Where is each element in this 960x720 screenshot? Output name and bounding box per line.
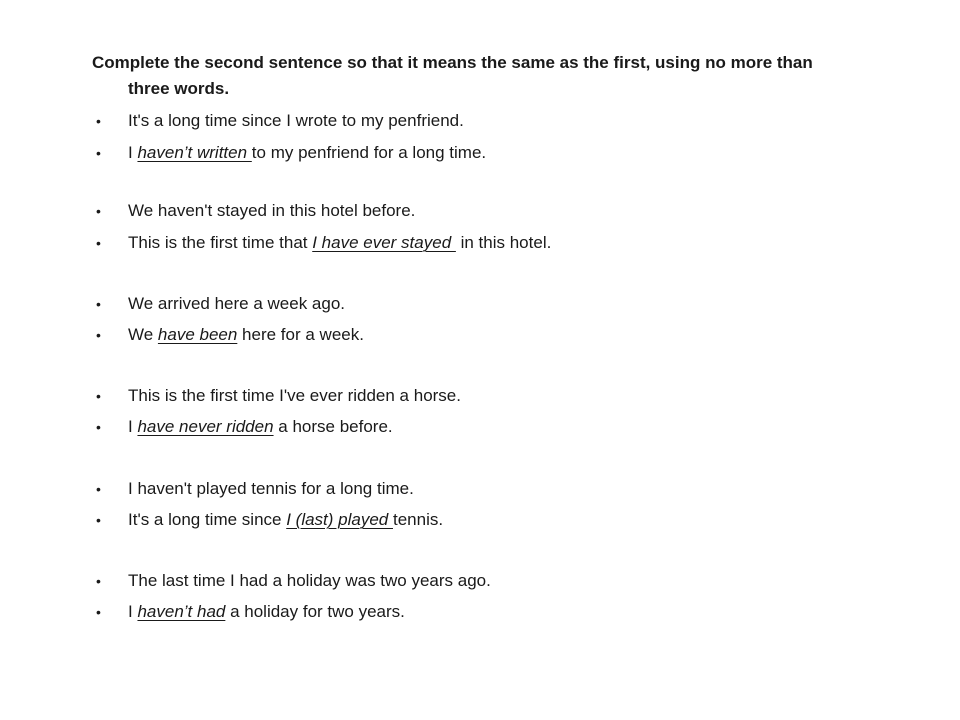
answer-text: I (last) played (286, 510, 393, 529)
instruction-line-2: three words. (128, 79, 230, 98)
bullet-icon: • (96, 419, 101, 435)
sentence-original: We arrived here a week ago. (128, 294, 346, 313)
sentence-rewrite: I have never ridden a horse before. (128, 417, 393, 436)
sentence-original: This is the first time I've ever ridden a horse. (128, 386, 461, 405)
sentence-original: The last time I had a holiday was two years ago. (128, 571, 491, 590)
sentence-rewrite: This is the first time that I have ever stayed in this hotel. (128, 233, 552, 252)
bullet-icon: • (96, 235, 101, 251)
sentence-original: We haven't stayed in this hotel before. (128, 201, 416, 220)
bullet-icon: • (96, 327, 101, 343)
answer-text: haven’t had (137, 602, 226, 621)
answer-text: I have ever stayed (312, 233, 456, 252)
instruction-text (56, 50, 882, 102)
bullet-icon: • (96, 388, 101, 404)
sentence-rewrite: I haven’t had a holiday for two years. (128, 602, 405, 621)
sentence-original: I haven't played tennis for a long time. (128, 479, 414, 498)
bullet-icon: • (96, 203, 101, 219)
sentence-rewrite: It's a long time since I (last) played tennis. (128, 510, 444, 529)
bullet-icon: • (96, 113, 101, 129)
answer-text: haven’t written (137, 143, 252, 162)
bullet-icon: • (96, 573, 101, 589)
sentence-original: It's a long time since I wrote to my penfriend. (128, 111, 464, 130)
answer-text: have never ridden (137, 417, 274, 436)
bullet-icon: • (96, 512, 101, 528)
instruction-line-1: Complete the second sentence so that it means the same as the first, using no more than (92, 53, 813, 72)
bullet-icon: • (96, 145, 101, 161)
bullet-icon: • (96, 481, 101, 497)
sentence-rewrite: We have been here for a week. (128, 325, 364, 344)
bullet-icon: • (96, 296, 101, 312)
answer-text: have been (157, 325, 238, 344)
bullet-icon: • (96, 604, 101, 620)
sentence-rewrite: I haven’t written to my penfriend for a long time. (128, 143, 487, 162)
